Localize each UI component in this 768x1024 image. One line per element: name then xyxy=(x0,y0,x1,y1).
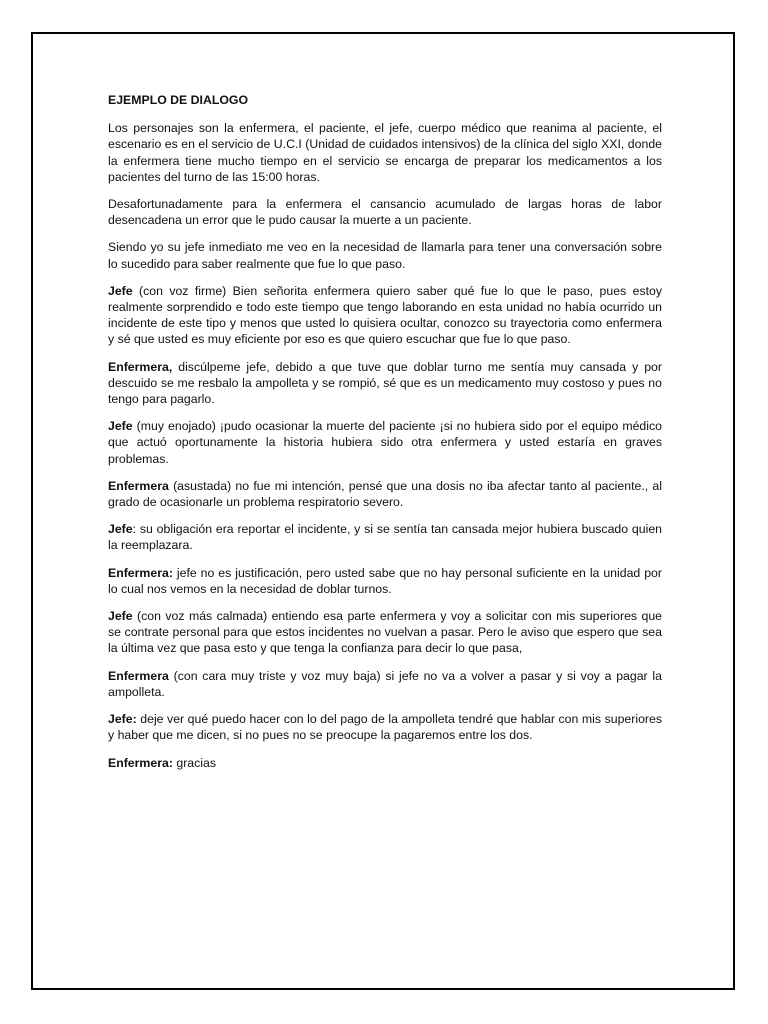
dialogue-line xyxy=(108,711,662,743)
dialogue-line xyxy=(108,418,662,467)
dialogue-text: : su obligación era reportar el incidente, y si se sentía tan cansada mejor hubiera buscado quien la reemplazara. xyxy=(108,522,662,553)
intro-paragraph: Los personajes son la enfermera, el paciente, el jefe, cuerpo médico que reanima al paciente, el escenario es en el servicio de U.C.I (Unidad de cuidados intensivos) de la clínica del siglo XXI, donde la enfermera tiene mucho tiempo en el servicio se encarga de preparar los medicamentos a los pacientes del turno de las 15:00 horas. xyxy=(108,121,662,184)
speaker-name: Jefe xyxy=(108,609,133,624)
dialogue-line xyxy=(108,283,662,348)
dialogue-text: (muy enojado) ¡pudo ocasionar la muerte del paciente ¡si no hubiera sido por el equipo médico que actuó oportunamente la historia hubiera sido otra enfermera y usted estaría en graves problemas. xyxy=(108,419,662,466)
speaker-name: Enfermera xyxy=(108,668,169,683)
dialogue-text: discúlpeme jefe, debido a que tuve que doblar turno me sentía muy cansada y por descuido se me resbalo la ampolleta y se rompió, sé que es un medicamento muy costoso y pues no tengo para pagarlo. xyxy=(108,359,662,407)
speaker-name: Enfermera xyxy=(108,478,169,493)
dialogue-text: jefe no es justificación, pero usted sabe que no hay personal suficiente en la unidad por lo cual nos vemos en la necesidad de doblar turnos. xyxy=(108,565,662,596)
dialogue-text: (con voz firme) Bien señorita enfermera quiero saber qué fue lo que le paso, pues estoy realmente sorprendido e todo este tiempo que tengo laborando en esta unidad no había ocurrido un incidente de este tipo y menos que usted lo quisiera ocultar, conozco su trayectoria como enfermera y sé que usted es muy eficiente por eso es que quiero escuchar que fue lo que paso. xyxy=(108,283,662,347)
document-content xyxy=(108,92,662,782)
dialogue-text: (con voz más calmada) entiendo esa parte enfermera y voy a solicitar con mis superiores que se contrate personal para que estos incidentes no vuelvan a pasar. Pero le aviso que espero que sea la última vez que pasa esto y que tenga la confianza para decir lo que pasa, xyxy=(108,609,662,656)
speaker-name: Jefe: xyxy=(108,712,137,727)
dialogue-line xyxy=(108,359,662,408)
speaker-name: Enfermera: xyxy=(108,755,173,770)
speaker-name: Enfermera, xyxy=(108,359,173,374)
intro-paragraph: Siendo yo su jefe inmediato me veo en la necesidad de llamarla para tener una conversación sobre lo sucedido para saber realmente que fue lo que paso. xyxy=(108,240,662,271)
document-title: EJEMPLO DE DIALOGO xyxy=(108,93,249,107)
speaker-name: Enfermera: xyxy=(108,565,173,580)
speaker-name: Jefe xyxy=(108,283,133,298)
dialogue-text: (con cara muy triste y voz muy baja) si jefe no va a volver a pasar y si voy a pagar la ampolleta. xyxy=(108,668,662,699)
dialogue-line xyxy=(108,668,662,700)
dialogue-line xyxy=(108,478,662,510)
speaker-name: Jefe xyxy=(108,522,133,537)
intro-paragraph: Desafortunadamente para la enfermera el cansancio acumulado de largas horas de labor desencadena un error que le pudo causar la muerte a un paciente. xyxy=(108,197,662,228)
document-page xyxy=(31,32,735,990)
speaker-name: Jefe xyxy=(108,419,133,434)
dialogue-text: deje ver qué puedo hacer con lo del pago de la ampolleta tendré que hablar con mis superiores y haber que me dicen, si no pues no se preocupe la pagaremos entre los dos. xyxy=(108,712,662,743)
dialogue-text: (asustada) no fue mi intención, pensé que una dosis no iba afectar tanto al paciente., al grado de ocasionarle un problema respiratorio severo. xyxy=(108,478,662,510)
dialogue-text: gracias xyxy=(172,755,216,770)
dialogue-line xyxy=(108,755,662,771)
dialogue-line xyxy=(108,565,662,597)
dialogue-line xyxy=(108,521,662,553)
dialogue-line xyxy=(108,608,662,657)
